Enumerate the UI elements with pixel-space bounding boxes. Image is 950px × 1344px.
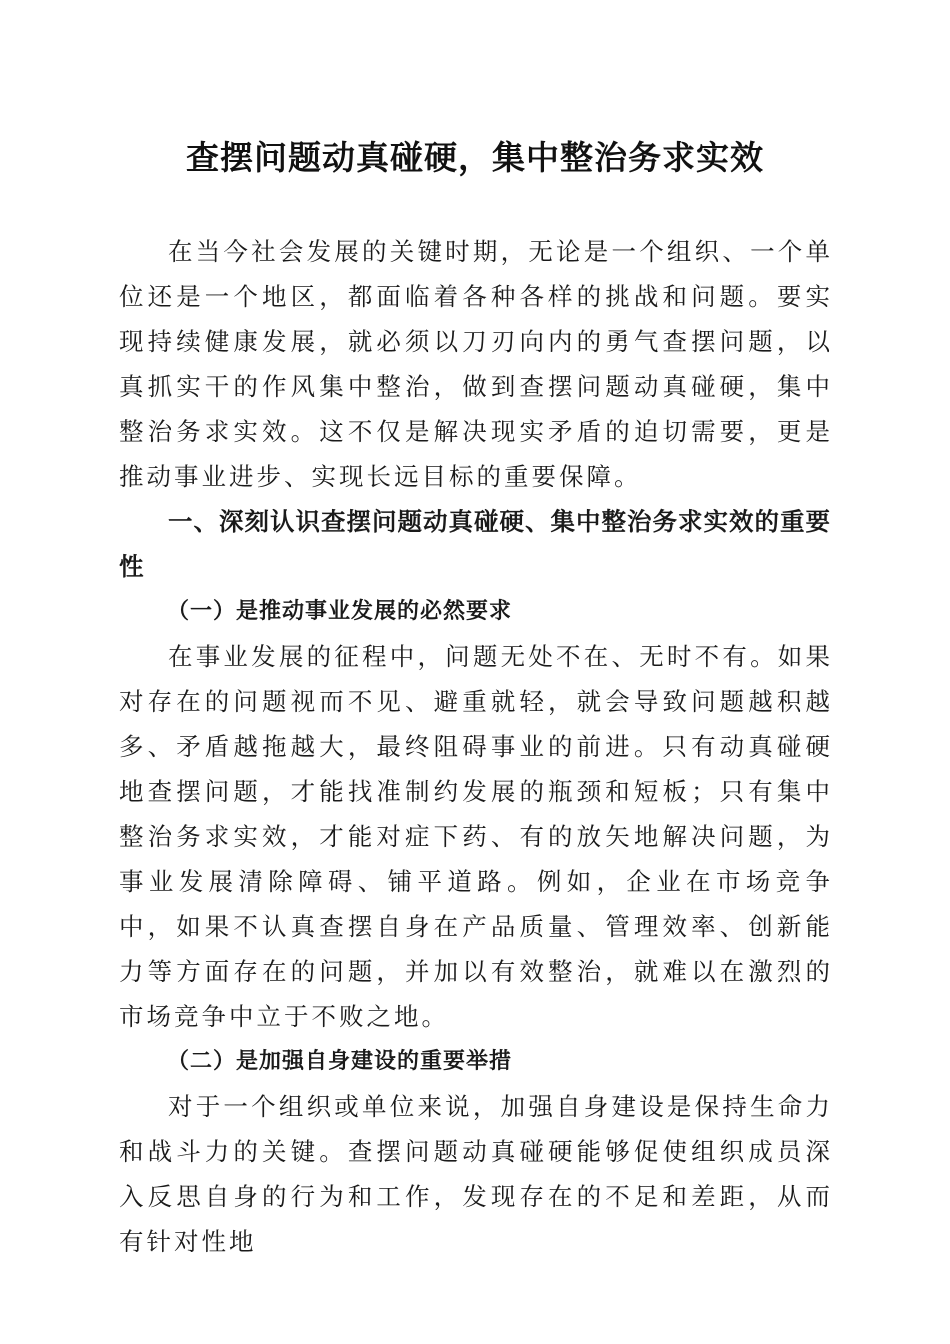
subsection-paragraph-1: 在事业发展的征程中，问题无处不在、无时不有。如果对存在的问题视而不见、避重就轻，就会导致问题越积越多、矛盾越拖越大，最终阻碍事业的前进。只有动真碰硬地查摆问题，才能找准制约发展的瓶颈和短板；只有集中整治务求实效，才能对症下药、有的放矢地解决问题，为事业发展清除障碍、铺平道路。例如，企业在市场竞争中，如果不认真查摆自身在产品质量、管理效率、创新能力等方面存在的问题，并加以有效整治，就难以在激烈的市场竞争中立于不败之地。 [119,642,833,1031]
section-heading-1: 一、深刻认识查摆问题动真碰硬、集中整治务求实效的重要性 [119,507,831,581]
subsection-paragraph-2: 对于一个组织或单位来说，加强自身建设是保持生命力和战斗力的关键。查摆问题动真碰硬能够促使组织成员深入反思自身的行为和工作，发现存在的不足和差距，从而有针对性地 [119,1092,833,1256]
subsection-heading-2: （二）是加强自身建设的重要举措 [167,1048,513,1074]
intro-paragraph: 在当今社会发展的关键时期，无论是一个组织、一个单位还是一个地区，都面临着各种各样的挑战和问题。要实现持续健康发展，就必须以刀刃向内的勇气查摆问题，以真抓实干的作风集中整治，做到查摆问题动真碰硬，集中整治务求实效。这不仅是解决现实矛盾的迫切需要，更是推动事业进步、实现长远目标的重要保障。 [119,237,833,491]
subsection-heading-1: （一）是推动事业发展的必然要求 [167,598,513,624]
document-body [119,229,833,1264]
document-title: 查摆问题动真碰硬，集中整治务求实效 [186,138,764,177]
